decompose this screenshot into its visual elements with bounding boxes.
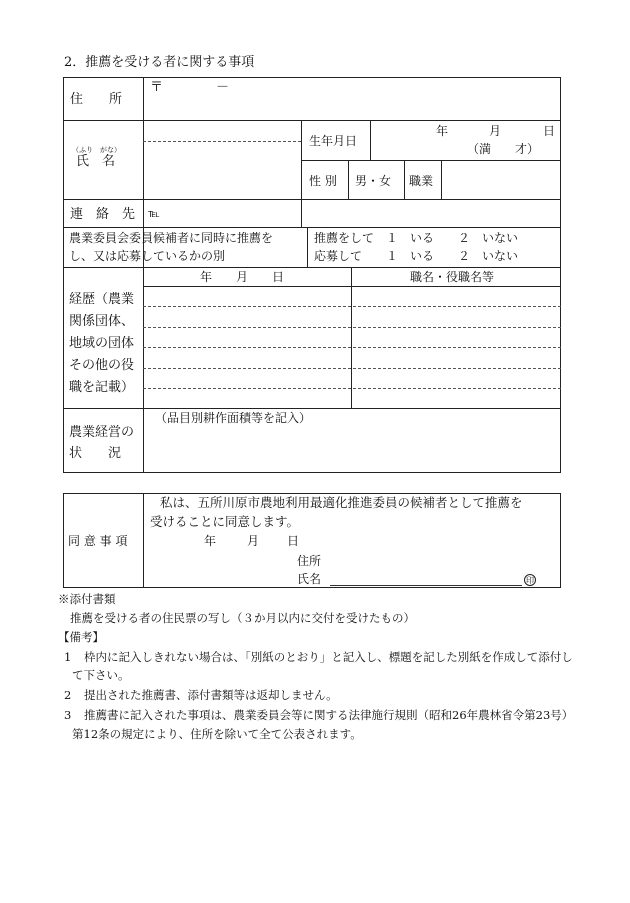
age-label: （満 才） xyxy=(467,142,540,156)
remark-1-line2: て下さい。 xyxy=(72,668,130,682)
furigana-field[interactable] xyxy=(146,122,298,140)
history-label-line3: 地域の団体 xyxy=(69,336,135,351)
consent-signature-field[interactable] xyxy=(330,552,520,584)
concurrent-nomination-option[interactable]: 推薦をして １ いる ２ いない xyxy=(314,231,519,245)
concurrent-question-line2: し、又は応募しているかの別 xyxy=(69,249,226,263)
birthdate-field[interactable] xyxy=(373,122,557,158)
attachments-heading: ※添付書類 xyxy=(58,592,116,606)
consent-month-unit: 月 xyxy=(247,534,260,548)
remark-2-num: 2 xyxy=(64,688,72,702)
remark-2-line1: 提出された推薦書、添付書類等は返却しません。 xyxy=(84,688,338,702)
history-date-header: 年 月 日 xyxy=(200,270,285,284)
farming-label-line2: 状 況 xyxy=(69,446,122,461)
farming-status-field[interactable] xyxy=(146,428,558,470)
gender-options[interactable]: 男・女 xyxy=(355,174,392,188)
consent-day-unit: 日 xyxy=(287,534,300,548)
contact-field[interactable] xyxy=(162,202,556,224)
history-label-line4: その他の役 xyxy=(69,358,135,373)
name-field[interactable] xyxy=(146,144,298,196)
remark-1-line1: 枠内に記入しきれない場合は、「別紙のとおり」と記入し、標題を記した別紙を作成して添付し xyxy=(84,650,573,664)
birth-year-unit: 年 xyxy=(436,124,449,138)
remark-3-num: 3 xyxy=(64,708,72,722)
consent-year-unit: 年 xyxy=(204,534,217,548)
postal-mark: 〒 xyxy=(150,80,164,95)
name-label: 氏 名 xyxy=(76,154,116,169)
attachments-item: 推薦を受ける者の住民票の写し（３か月以内に交付を受けたもの） xyxy=(70,611,415,625)
gender-label: 性 別 xyxy=(309,174,337,188)
seal-mark: 印 xyxy=(526,576,534,585)
occupation-field[interactable] xyxy=(444,162,558,197)
birth-day-unit: 日 xyxy=(543,124,556,138)
tel-mark: ℡ xyxy=(148,207,160,220)
consent-label: 同 意 事 項 xyxy=(68,534,128,548)
address-field[interactable] xyxy=(146,96,556,118)
farming-label-line1: 農業経営の xyxy=(69,425,135,440)
contact-label: 連 絡 先 xyxy=(70,207,136,222)
concurrent-question-line1: 農業委員会委員候補者に同時に推薦を xyxy=(69,231,274,245)
signature-line xyxy=(330,585,522,586)
history-label-line2: 関係団体、 xyxy=(69,314,135,329)
consent-name-label: 氏名 xyxy=(297,572,322,586)
furigana-label: （ふり がな） xyxy=(72,146,121,154)
consent-text-line2: 受けることに同意します。 xyxy=(150,514,300,529)
history-position-entries[interactable] xyxy=(353,288,559,406)
occupation-label: 職業 xyxy=(409,174,434,188)
section-title: 2．推薦を受ける者に関する事項 xyxy=(64,55,255,70)
consent-text-line1: 私は、五所川原市農地利用最適化推進委員の候補者として推薦を xyxy=(160,495,523,510)
history-label-line1: 経歴（農業 xyxy=(69,292,135,307)
remarks-heading: 【備考】 xyxy=(58,630,104,644)
history-label-line5: 職を記載） xyxy=(69,380,135,395)
history-date-entries[interactable] xyxy=(145,288,349,406)
history-position-header: 職名・役職名等 xyxy=(410,270,495,284)
remark-3-line1: 推薦書に記入された事項は、農業委員会等に関する法律施行規則（昭和26年農林省令第23号） xyxy=(84,708,574,722)
birth-month-unit: 月 xyxy=(489,124,502,138)
concurrent-application-option[interactable]: 応募して １ いる ２ いない xyxy=(314,249,519,263)
consent-address-label: 住所 xyxy=(297,554,322,568)
remark-1-num: 1 xyxy=(64,650,72,664)
farming-note: （品目別耕作面積等を記入） xyxy=(155,411,312,425)
remark-3-line2: 第12条の規定により、住所を除いて全て公表されます。 xyxy=(72,727,362,741)
address-label: 住 所 xyxy=(70,92,123,107)
birthdate-label: 生年月日 xyxy=(309,134,358,148)
postal-dash: － xyxy=(216,80,230,95)
